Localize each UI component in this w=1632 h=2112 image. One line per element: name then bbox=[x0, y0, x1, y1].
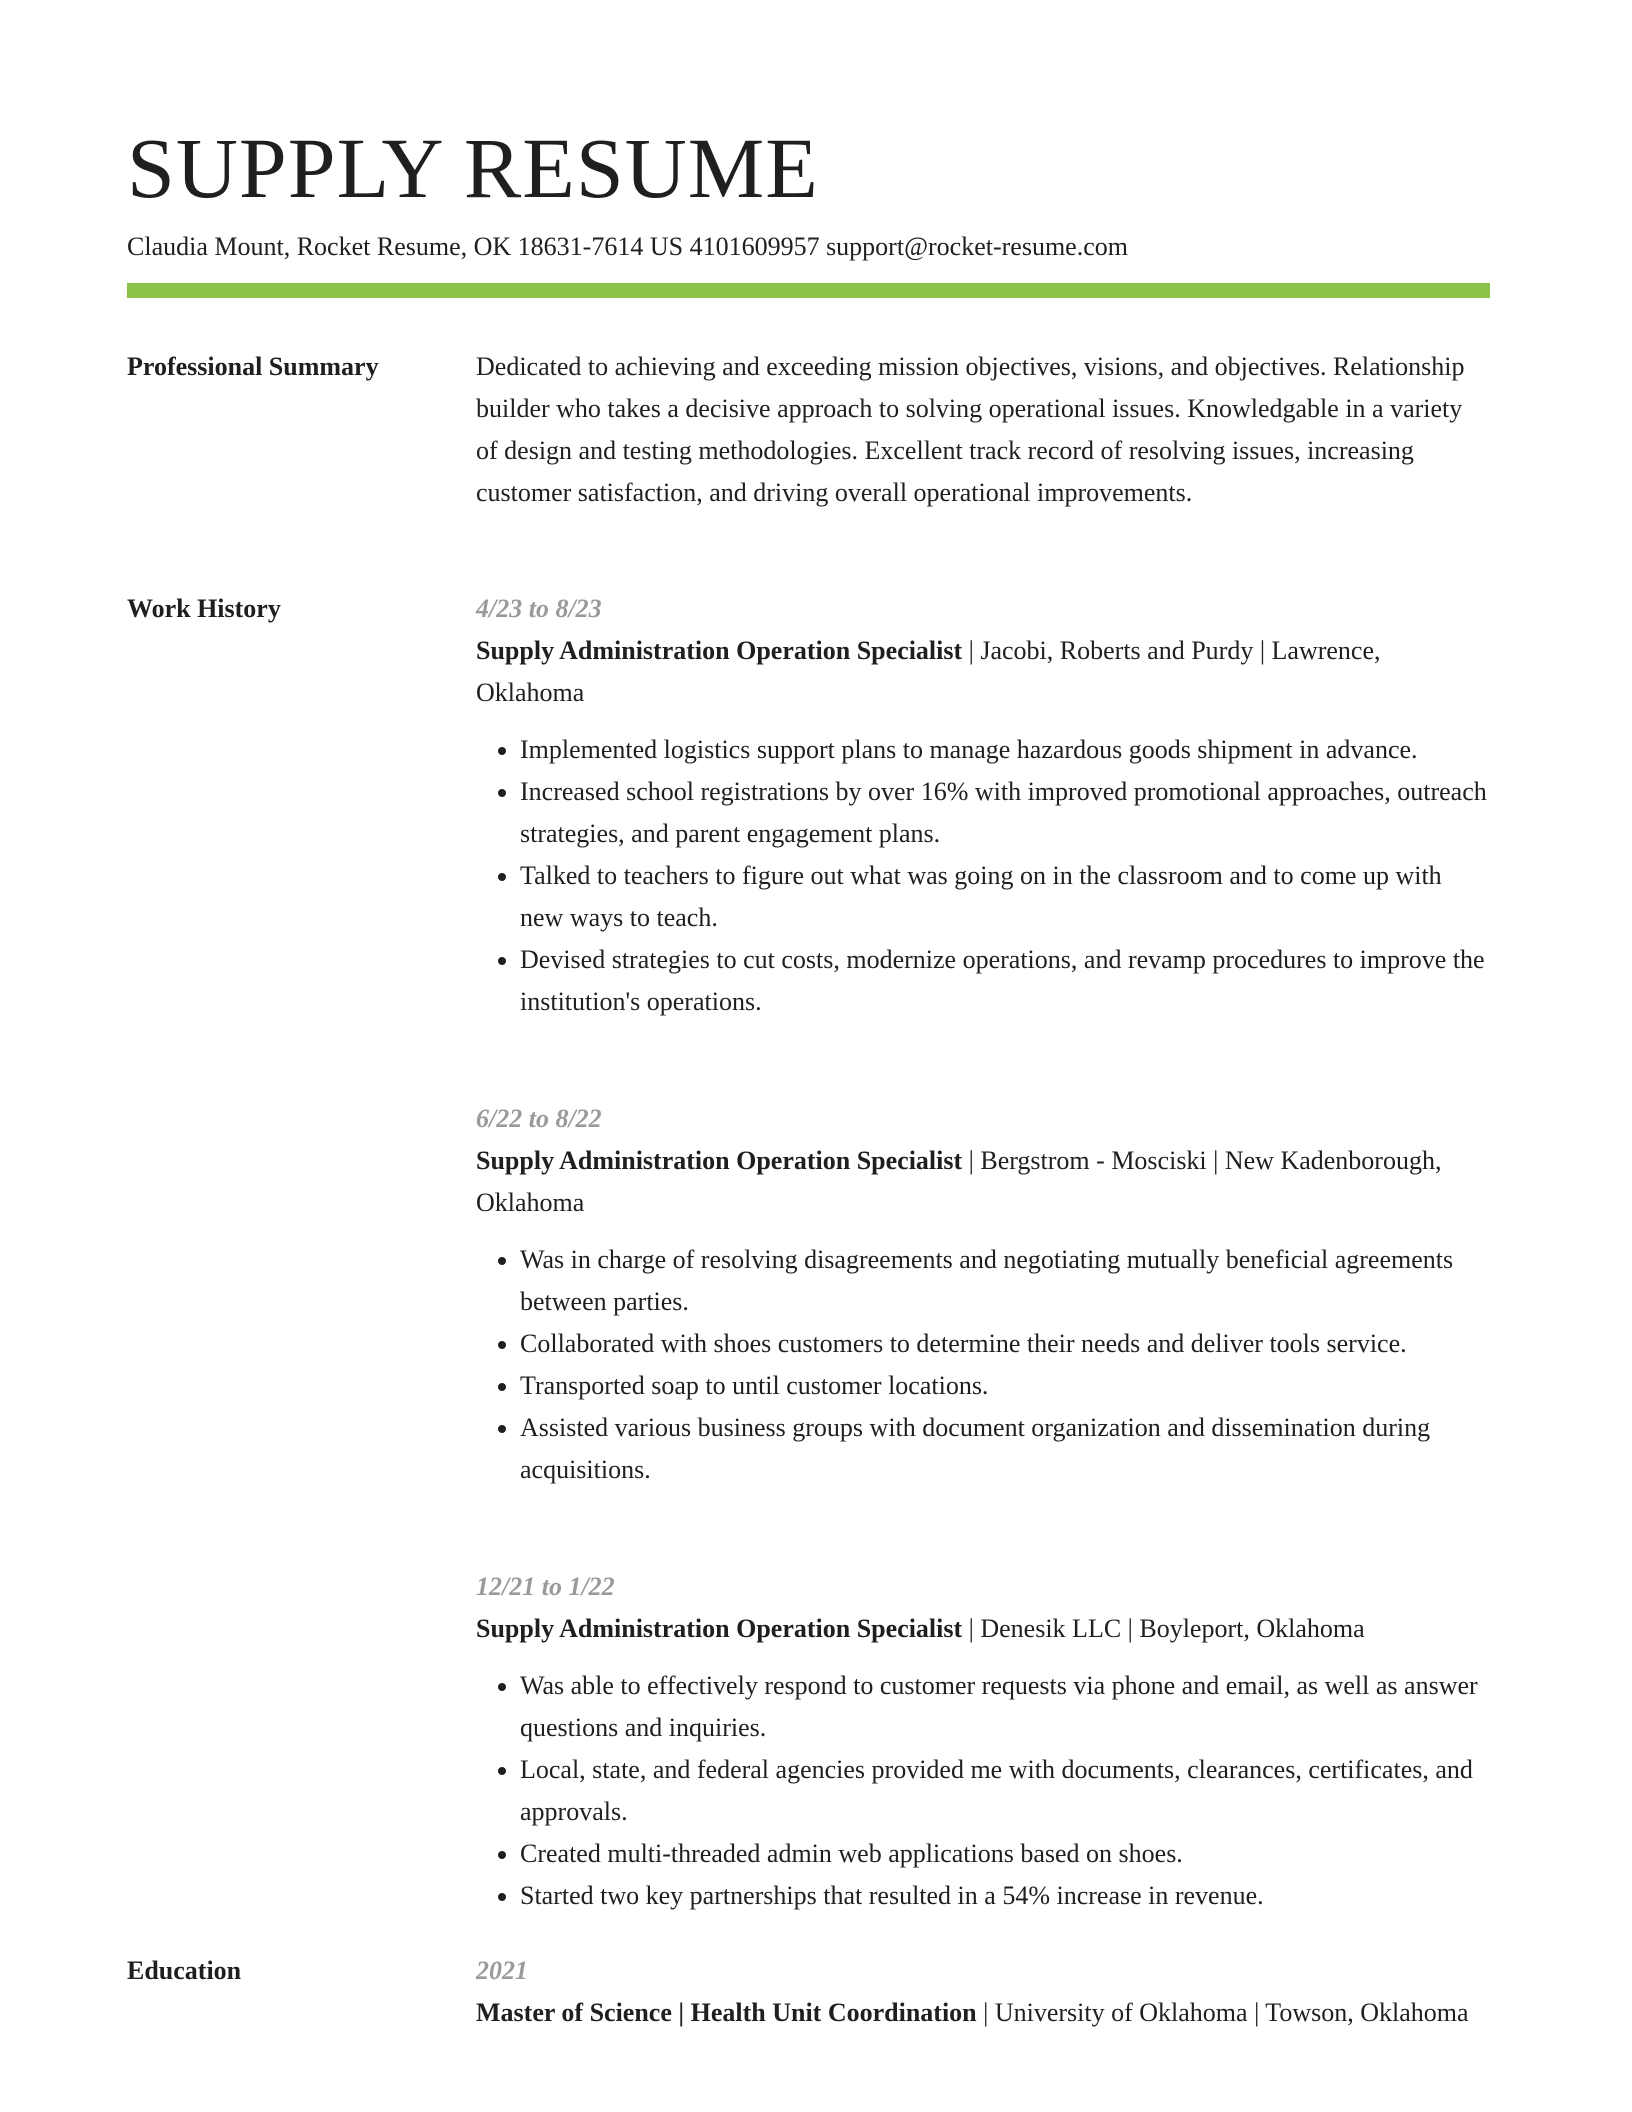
job-role: Supply Administration Operation Specialist bbox=[476, 1146, 963, 1175]
contact-line: Claudia Mount, Rocket Resume, OK 18631-7614 US 4101609957 support@rocket-resume.com bbox=[127, 232, 1128, 261]
education-entry bbox=[476, 1950, 1490, 2034]
job-dates: 12/21 to 1/22 bbox=[476, 1572, 615, 1601]
job-bullet: • Local, state, and federal agencies provided me with documents, clearances, certificates, and approvals. bbox=[520, 1749, 1490, 1833]
job-bullet: • Started two key partnerships that resulted in a 54% increase in revenue. bbox=[520, 1875, 1490, 1917]
education-year: 2021 bbox=[476, 1956, 528, 1985]
job-entry bbox=[476, 588, 1490, 1023]
job-bullet: • Was in charge of resolving disagreements and negotiating mutually beneficial agreements between parties. bbox=[520, 1239, 1490, 1323]
job-bullets bbox=[476, 1665, 1490, 1917]
job-bullet: • Assisted various business groups with document organization and dissemination during acquisitions. bbox=[520, 1407, 1490, 1491]
job-entry bbox=[476, 1566, 1490, 1917]
section-label-work-history: Work History bbox=[127, 594, 281, 623]
summary-text: Dedicated to achieving and exceeding mission objectives, visions, and objectives. Relationship builder who takes a decisive approach to solving operational issues. Knowledgable in a variety of design and testing methodologies. Excellent track record of resolving issues, increasing customer satisfaction, and driving overall operational improvements. bbox=[476, 352, 1465, 507]
section-label-summary: Professional Summary bbox=[127, 352, 379, 381]
job-dates: 4/23 to 8/23 bbox=[476, 594, 602, 623]
job-details: | Denesik LLC | Boyleport, Oklahoma bbox=[962, 1614, 1365, 1643]
job-details: | Jacobi, Roberts and Purdy | Lawrence, Oklahoma bbox=[476, 636, 1381, 707]
job-bullet: • Devised strategies to cut costs, modernize operations, and revamp procedures to improve the institution's operations. bbox=[520, 939, 1490, 1023]
job-bullet: • Increased school registrations by over 16% with improved promotional approaches, outreach strategies, and parent engagement plans. bbox=[520, 771, 1490, 855]
job-entry bbox=[476, 1098, 1490, 1491]
job-bullet: • Was able to effectively respond to customer requests via phone and email, as well as answer questions and inquiries. bbox=[520, 1665, 1490, 1749]
job-heading bbox=[476, 630, 1490, 714]
job-role: Supply Administration Operation Specialist bbox=[476, 636, 963, 665]
resume-title: SUPPLY RESUME bbox=[127, 120, 819, 216]
job-bullet: • Talked to teachers to figure out what was going on in the classroom and to come up with new ways to teach. bbox=[520, 855, 1490, 939]
job-dates: 6/22 to 8/22 bbox=[476, 1104, 602, 1133]
accent-divider bbox=[127, 283, 1490, 298]
job-heading bbox=[476, 1140, 1490, 1224]
job-role: Supply Administration Operation Specialist bbox=[476, 1614, 963, 1643]
job-heading bbox=[476, 1608, 1490, 1650]
job-bullets bbox=[476, 1239, 1490, 1491]
job-bullets bbox=[476, 729, 1490, 1023]
education-degree: Master of Science | Health Unit Coordination bbox=[476, 1998, 977, 2027]
job-bullet: • Implemented logistics support plans to manage hazardous goods shipment in advance. bbox=[520, 729, 1490, 771]
job-details: | Bergstrom - Mosciski | New Kadenborough, Oklahoma bbox=[476, 1146, 1442, 1217]
section-label-education: Education bbox=[127, 1956, 242, 1985]
education-heading bbox=[476, 1992, 1490, 2034]
job-bullet: • Collaborated with shoes customers to determine their needs and deliver tools service. bbox=[520, 1323, 1490, 1365]
job-bullet: • Created multi-threaded admin web applications based on shoes. bbox=[520, 1833, 1490, 1875]
job-bullet: • Transported soap to until customer locations. bbox=[520, 1365, 1490, 1407]
summary-content bbox=[476, 346, 1490, 514]
education-details: | University of Oklahoma | Towson, Oklahoma bbox=[976, 1998, 1469, 2027]
